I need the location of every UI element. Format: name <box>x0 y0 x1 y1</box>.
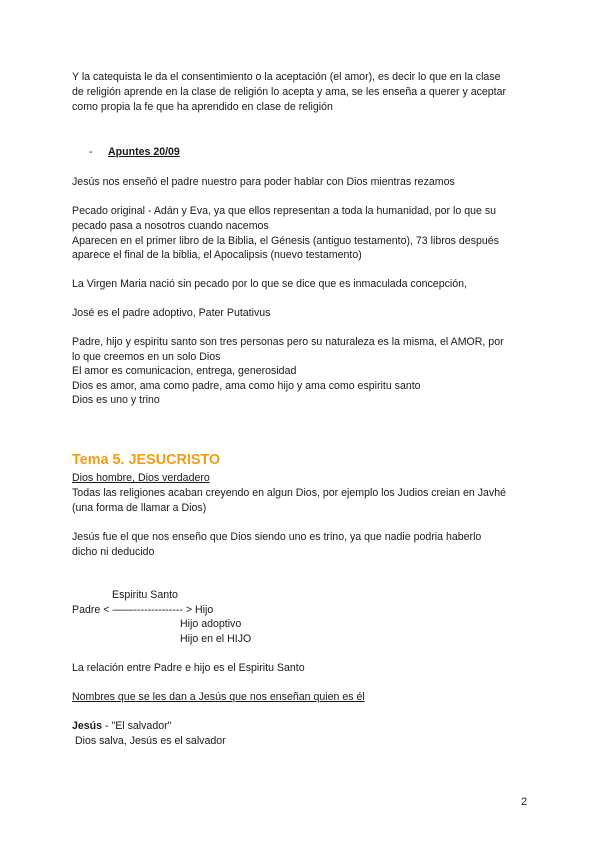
jesus-meaning: - "El salvador" <box>102 720 172 732</box>
names-title: Nombres que se les dan a Jesús que nos enseñan quien es él <box>72 691 365 703</box>
tema-heading: Tema 5. JESUCRISTO <box>72 452 221 468</box>
trinity-line-4: Dios es amor, ama como padre, ama como hijo y ama como espiritu santo <box>72 380 421 392</box>
sin-line-3: Aparecen en el primer libro de la Biblia, el Génesis (antiguo testamento), 73 libros después <box>72 235 499 247</box>
trinity-line-2: lo que creemos en un solo Dios <box>72 351 221 363</box>
intro-line-2: de religión aprende en la clase de religión lo acepta y ama, se les enseña a querer y aceptar <box>72 86 507 98</box>
sin-line-1: Pecado original - Adán y Eva, ya que ellos representan a toda la humanidad, por lo que su <box>72 205 497 217</box>
trinity-line-1: Padre, hijo y espiritu santo son tres personas pero su naturaleza es la misma, el AMOR, por <box>72 336 504 348</box>
jesus-savior-line: Dios salva, Jesús es el salvador <box>72 735 226 747</box>
bullet-dash: - <box>89 146 93 158</box>
trinity-line-3: El amor es comunicacion, entrega, generosidad <box>72 365 297 377</box>
diagram-father-son: Padre < ——-------------- > Hijo <box>72 604 214 616</box>
page-number: 2 <box>521 796 528 808</box>
virgin-line: La Virgen Maria nació sin pecado por lo que se dice que es inmaculada concepción, <box>72 278 467 290</box>
jesus-name: Jesús <box>72 720 103 732</box>
religions-line-2: (una forma de llamar a Dios) <box>72 502 207 514</box>
jesus-name-line <box>72 719 532 734</box>
tema-subheading: Dios hombre, Dios verdadero <box>72 472 210 484</box>
trinity-line-5: Dios es uno y trino <box>72 394 160 406</box>
relation-line: La relación entre Padre e hijo es el Espiritu Santo <box>72 662 305 674</box>
intro-line-1: Y la catequista le da el consentimiento o la aceptación (el amor), es decir lo que en la clase <box>72 71 501 83</box>
joseph-line: José es el padre adoptivo, Pater Putativus <box>72 307 271 319</box>
trino-line-2: dicho ni deducido <box>72 546 155 558</box>
diagram-son-in-son: Hijo en el HIJO <box>180 633 252 645</box>
diagram-son-adoptive: Hijo adoptivo <box>180 618 242 630</box>
jesus-prayer-line: Jesús nos enseñó el padre nuestro para poder hablar con Dios mientras rezamos <box>72 176 455 188</box>
trino-line-1: Jesús fue el que nos enseño que Dios siendo uno es trino, ya que nadie podria haberlo <box>72 531 482 543</box>
diagram-spirit: Espiritu Santo <box>112 589 178 601</box>
notes-title: Apuntes 20/09 <box>108 146 180 158</box>
religions-line-1: Todas las religiones acaban creyendo en algun Dios, por ejemplo los Judios creian en Javhé <box>72 487 507 499</box>
intro-line-3: como propia la fe que ha aprendido en clase de religión <box>72 101 333 113</box>
sin-line-2: pecado pasa a nosotros cuando nacemos <box>72 220 269 232</box>
sin-line-4: aparece el final de la biblia, el Apocalipsis (nuevo testamento) <box>72 249 362 261</box>
